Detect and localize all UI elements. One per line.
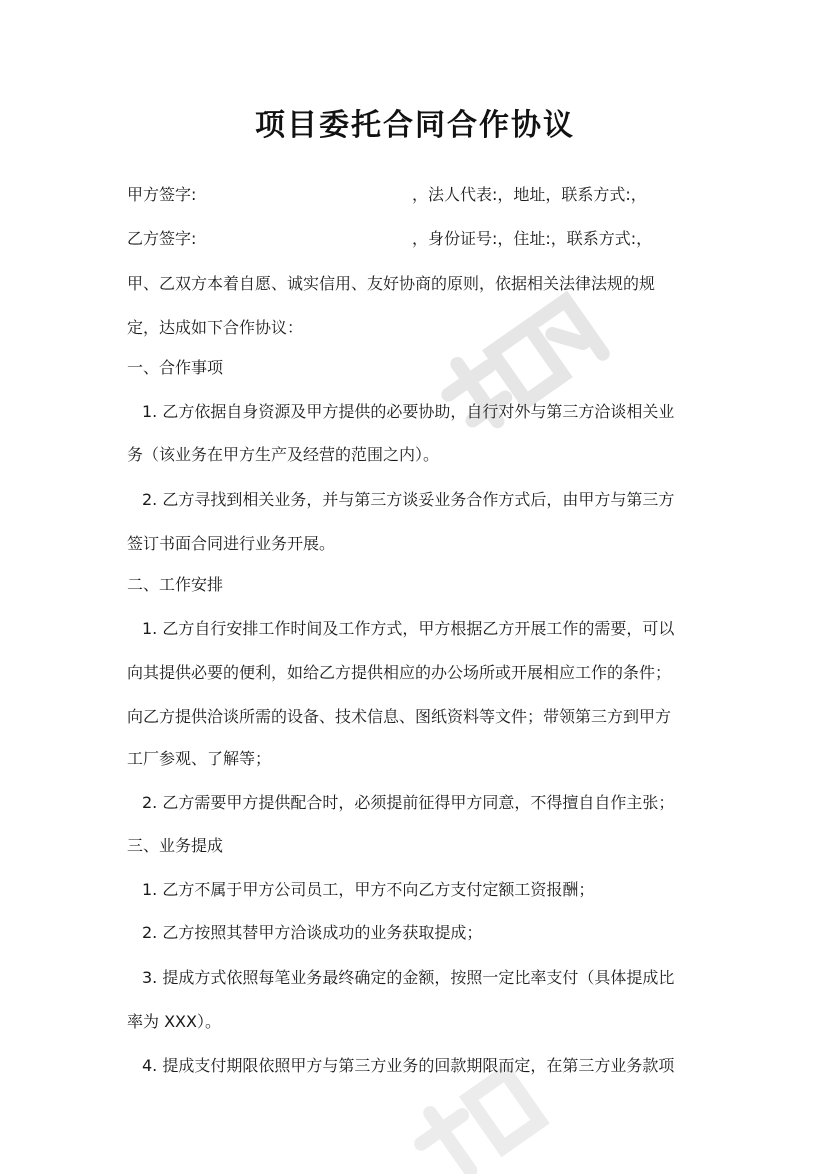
watermark-logo-bottom [400, 1060, 580, 1174]
party-b-line [127, 228, 652, 250]
intro-line: 定，达成如下合作协议： [127, 318, 304, 337]
section-heading: 二、工作安排 [127, 575, 224, 594]
clause-line: 2. 乙方需要甲方提供配合时，必须提前征得甲方同意，不得擅自自作主张； [142, 793, 675, 812]
clause-line: 1. 乙方不属于甲方公司员工，甲方不向乙方支付定额工资报酬； [142, 880, 595, 899]
clause-line: 2. 乙方按照其替甲方洽谈成功的业务获取提成； [142, 923, 483, 942]
intro-line: 甲、乙双方本着自愿、诚实信用、友好协商的原则，依据相关法律法规的规 [127, 274, 656, 293]
party-a-line [127, 184, 647, 206]
clause-line: 向乙方提供洽谈所需的设备、技术信息、图纸资料等文件；带领第三方到甲方 [127, 707, 672, 726]
clause-line: 向其提供必要的便利，如给乙方提供相应的办公场所或开展相应工作的条件； [127, 663, 672, 682]
clause-line: 签订书面合同进行业务开展。 [127, 534, 336, 553]
clause-line: 2. 乙方寻找到相关业务，并与第三方谈妥业务合作方式后，由甲方与第三方 [142, 490, 675, 509]
clause-line: 率为 XXX）。 [127, 1012, 221, 1031]
clause-line: 1. 乙方依据自身资源及甲方提供的必要协助，自行对外与第三方洽谈相关业 [142, 402, 675, 421]
clause-line: 3. 提成方式依照每笔业务最终确定的金额，按照一定比率支付（具体提成比 [142, 968, 675, 987]
clause-line: 4. 提成支付期限依照甲方与第三方业务的回款期限而定，在第三方业务款项 [142, 1056, 675, 1075]
watermark-logo [430, 290, 610, 460]
clause-line: 工厂参观、了解等； [127, 749, 272, 768]
party-a-details: ，法人代表:，地址，联系方式:， [412, 185, 647, 204]
section-heading: 一、合作事项 [127, 358, 224, 377]
party-a-label: 甲方签字: [127, 185, 197, 204]
clause-line: 1. 乙方自行安排工作时间及工作方式，甲方根据乙方开展工作的需要，可以 [142, 619, 675, 638]
party-b-details: ，身份证号:，住址:，联系方式:， [412, 229, 653, 248]
document-title: 项目委托合同合作协议 [255, 108, 575, 143]
section-heading: 三、业务提成 [127, 836, 224, 855]
clause-line: 务（该业务在甲方生产及经营的范围之内）。 [127, 445, 440, 464]
party-b-label: 乙方签字: [127, 229, 197, 248]
